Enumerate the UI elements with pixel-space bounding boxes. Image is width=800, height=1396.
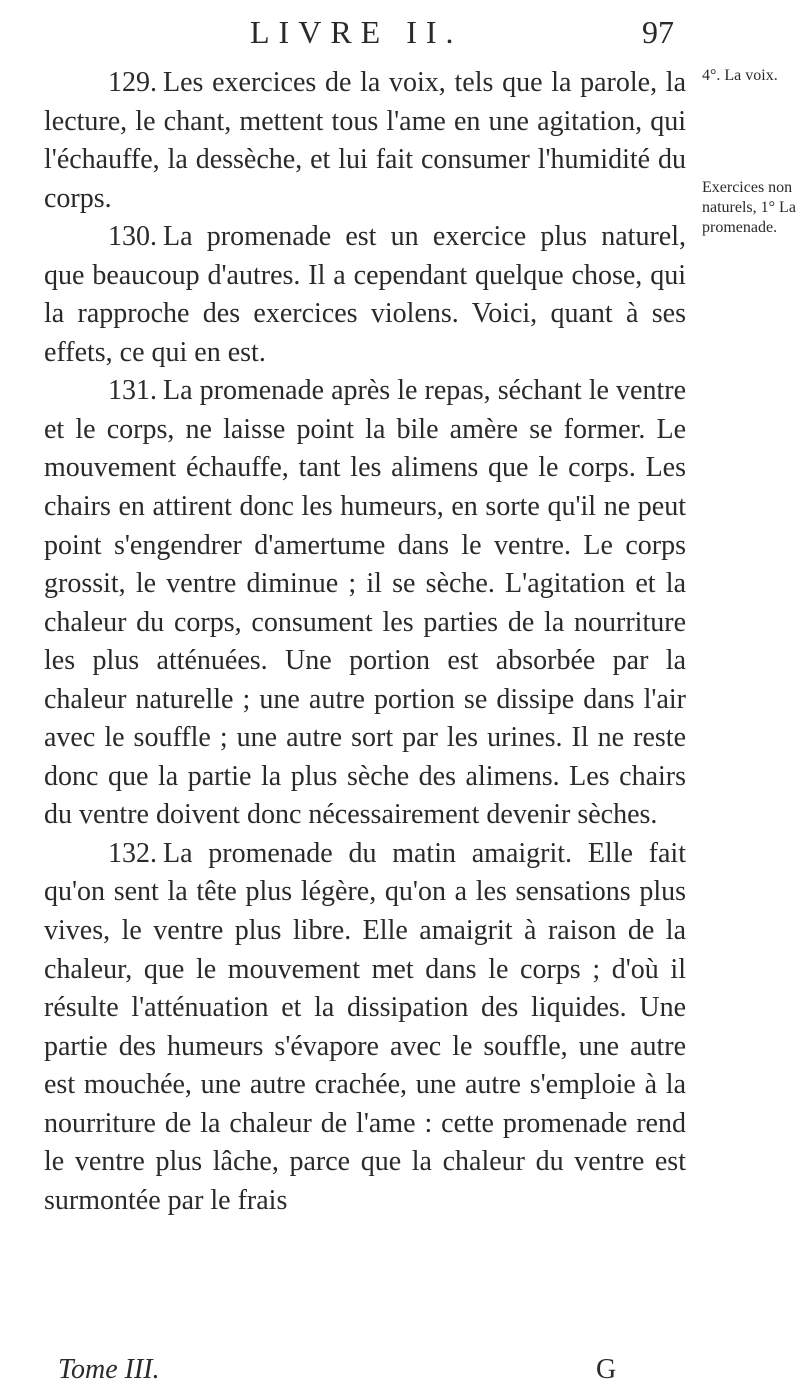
paragraph-text: Les exercices de la voix, tels que la parole, la lecture, le chant, mettent tous l'ame en une agitation, qui l'échauffe, la dessèche, et lui fait consumer l'humidité du corps. <box>44 67 686 214</box>
paragraph-131 <box>44 372 686 835</box>
page-number: 97 <box>642 14 674 50</box>
margin-note-voice: 4°. La voix. <box>702 67 778 84</box>
paragraph-number: 132. <box>108 837 157 869</box>
paragraph-text: La promenade après le repas, séchant le ventre et le corps, ne laisse point la bile amère se former. Le mouvement échauffe, tant les alimens que le corps. Les chairs en attirent donc les humeurs, en sorte qu'il ne peut point s'engendrer d'amertume dans le ventre. Le corps grossit, le ventre diminue ; il se sèche. L'agitation et la chaleur du corps, consument les parties de la nourriture les plus atténuées. Une portion est absorbée par la chaleur naturelle ; une autre portion se dissipe dans l'air avec le souffle ; une autre sort par les urines. Il ne reste donc que la partie la plus sèche des alimens. Les chairs du ventre doivent donc nécessairement devenir sèches. <box>44 375 686 831</box>
paragraph-number: 130. <box>108 221 157 253</box>
signature-mark: G <box>596 1354 617 1385</box>
page-header <box>250 10 710 60</box>
paragraph-130 <box>44 218 686 372</box>
paragraph-number: 131. <box>108 375 157 407</box>
main-text-column <box>44 64 686 1220</box>
paragraph-129 <box>44 64 686 218</box>
paragraph-text: La promenade est un exercice plus naturel, que beaucoup d'autres. Il a cependant quelque chose, qui la rapproche des exercices violens. Voici, quant à ses effets, ce qui en est. <box>44 221 686 368</box>
margin-note-promenade: Exercices non naturels, 1° La promenade. <box>702 179 796 236</box>
page-footer <box>44 1354 686 1392</box>
paragraph-number: 129. <box>108 67 157 98</box>
paragraph-text: La promenade du matin amaigrit. Elle fait qu'on sent la tête plus légère, qu'on a les sensations plus vives, le ventre plus libre. Elle amaigrit à raison de la chaleur, que le mouvement met dans le corps ; d'où il résulte l'atténuation et la dissipation des liquides. Une partie des humeurs s'évapore avec le souffle, une autre est mouchée, une autre crachée, une autre s'emploie à la nourriture de la chaleur de l'ame : cette promenade rend le ventre plus lâche, parce que la chaleur du ventre est surmontée par le frais <box>44 837 686 1216</box>
paragraph-132 <box>44 835 686 1220</box>
tome-label: Tome III. <box>58 1354 160 1385</box>
running-title: LIVRE II. <box>250 14 463 50</box>
